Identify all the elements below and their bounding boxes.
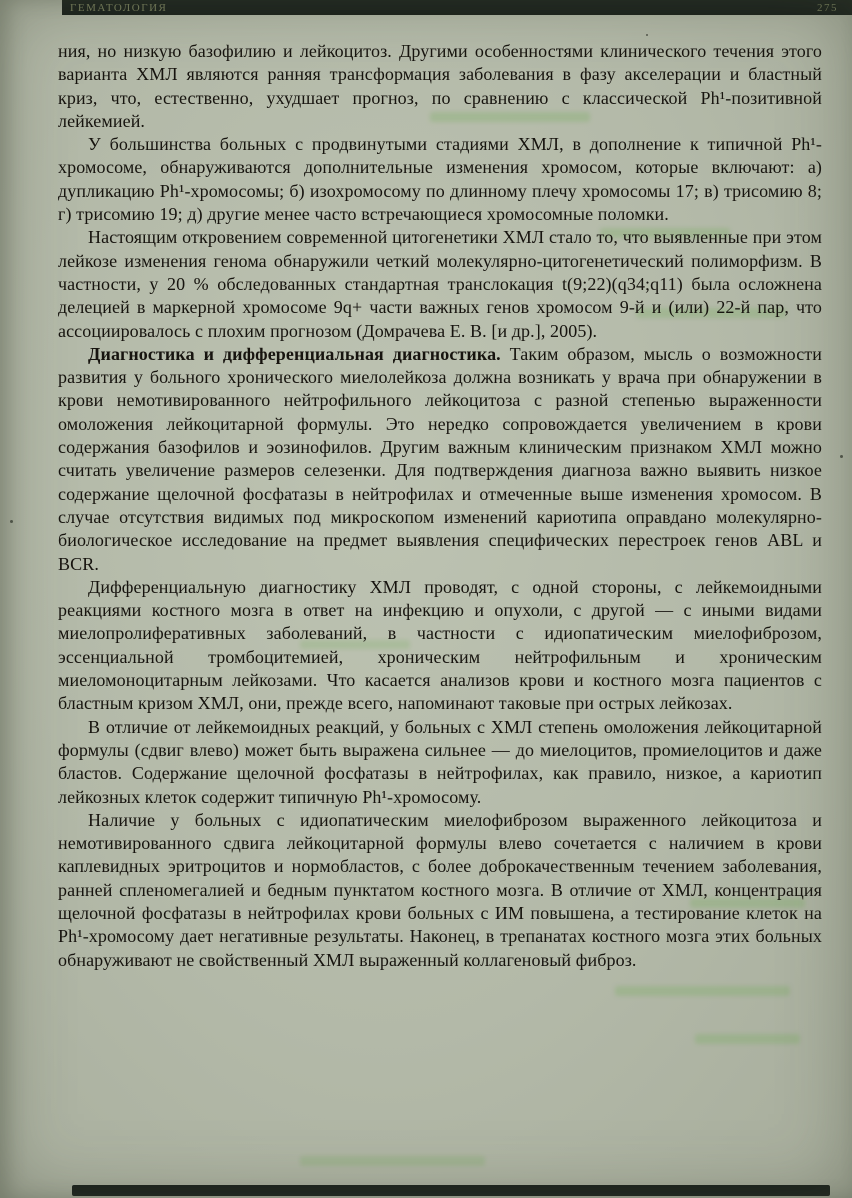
scan-speck: [840, 455, 843, 458]
page-body-text: [58, 40, 822, 972]
paragraph: [58, 133, 822, 226]
paragraph: [58, 40, 822, 133]
paragraph-text: ния, но низкую базофилию и лейкоцитоз. Другими особенностями клинического течения этого варианта ХМЛ являются ранняя трансформация заболевания в фазу акселерации и бластный криз, что, естественно, ухудшает прогноз, по сравнению с классической Ph¹-позитивной лейкемией.: [58, 41, 822, 131]
running-header: [62, 0, 852, 15]
page-number: 275: [817, 2, 838, 14]
paragraph: [58, 343, 822, 576]
ink-bleedthrough: [695, 1034, 800, 1044]
running-header-title: ГЕМАТОЛОГИЯ: [70, 2, 168, 14]
scan-speck: [646, 34, 648, 36]
paragraph: [58, 809, 822, 972]
ink-bleedthrough: [615, 986, 790, 996]
paragraph-text: Дифференциальную диагностику ХМЛ проводят, с одной стороны, с лейкемоидными реакциями костного мозга в ответ на инфекцию и опухоли, с другой — с иными видами миелопролиферативных заболеваний, в частности с идиопатическим миелофиброзом, эссенциальной тромбоцитемией, хроническим нейтрофильным и хроническим миеломоноцитарным лейкозами. Что касается анализов крови и костного мозга пациентов с бластным кризом ХМЛ, они, прежде всего, напоминают таковые при острых лейкозах.: [58, 576, 822, 714]
paragraph-text: У большинства больных с продвинутыми стадиями ХМЛ, в дополнение к типичной Ph¹-хромосоме, обнаруживаются дополнительные изменения хромосом, которые включают: а) дупликацию Ph¹-хромосомы; б) изохромосому по длинному плечу хромосомы 17; в) трисомию 8; г) трисомию 19; д) другие менее часто встречающиеся хромосомные поломки.: [58, 134, 822, 225]
paragraph: [58, 716, 822, 809]
paragraph-lead: Диагностика и дифференциальная диагностика.: [88, 343, 510, 364]
page-edge-band: [72, 1185, 830, 1196]
scan-speck: [10, 520, 13, 523]
paragraph: [58, 226, 822, 342]
paragraph: [58, 576, 822, 716]
paragraph-text: Таким образом, мысль о возможности развития у больного хронического миелолейкоза должна возникать у врача при обнаружении в крови немотивированного нейтрофильного лейкоцитоза с разной степенью выраженности омоложения лейкоцитарной формулы. Это нередко сопровождается увеличением в крови содержания базофилов и эозинофилов. Другим важным клиническим признаком ХМЛ можно считать увеличение размеров селезенки. Для подтверждения диагноза важно выявить низкое содержание щелочной фосфатазы в нейтрофилах и отмеченные выше изменения хромосом. В случае отсутствия видимых под микроскопом изменений кариотипа оправдано молекулярно-биологическое исследование на предмет выявления специфических перестроек генов ABL и BCR.: [58, 343, 822, 574]
paragraph-text: Настоящим откровением современной цитогенетики ХМЛ стало то, что выявленные при этом лейкозе изменения генома обнаружили четкий молекулярно-цитогенетический полиморфизм. В частности, у 20 % обследованных стандартная транслокация t(9;22)(q34;q11) была осложнена делецией в маркерной хромосоме 9q+ части важных генов хромосом 9-й и (или) 22-й пар, что ассоциировалось с плохим прогнозом (Домрачева Е. В. [и др.], 2005).: [58, 227, 822, 341]
paragraph-text: Наличие у больных с идиопатическим миелофиброзом выраженного лейкоцитоза и немотивированного сдвига лейкоцитарной формулы влево сочетается с наличием в крови каплевидных эритроцитов и нормобластов, с более доброкачественным течением заболевания, ранней спленомегалией и бедным пунктатом костного мозга. В отличие от ХМЛ, концентрация щелочной фосфатазы в нейтрофилах крови больных с ИМ повышена, а тестирование клеток на Ph¹-хромосому дает негативные результаты. Наконец, в трепанатах костного мозга этих больных обнаруживают не свойственный ХМЛ выраженный коллагеновый фиброз.: [58, 809, 822, 970]
paragraph-text: В отличие от лейкемоидных реакций, у больных с ХМЛ степень омоложения лейкоцитарной формулы (сдвиг влево) может быть выражена сильнее — до миелоцитов, промиелоцитов и даже бластов. Содержание щелочной фосфатазы в нейтрофилах, как правило, низкое, а кариотип лейкозных клеток содержит типичную Ph¹-хромосому.: [58, 716, 822, 807]
ink-bleedthrough: [300, 1156, 485, 1166]
